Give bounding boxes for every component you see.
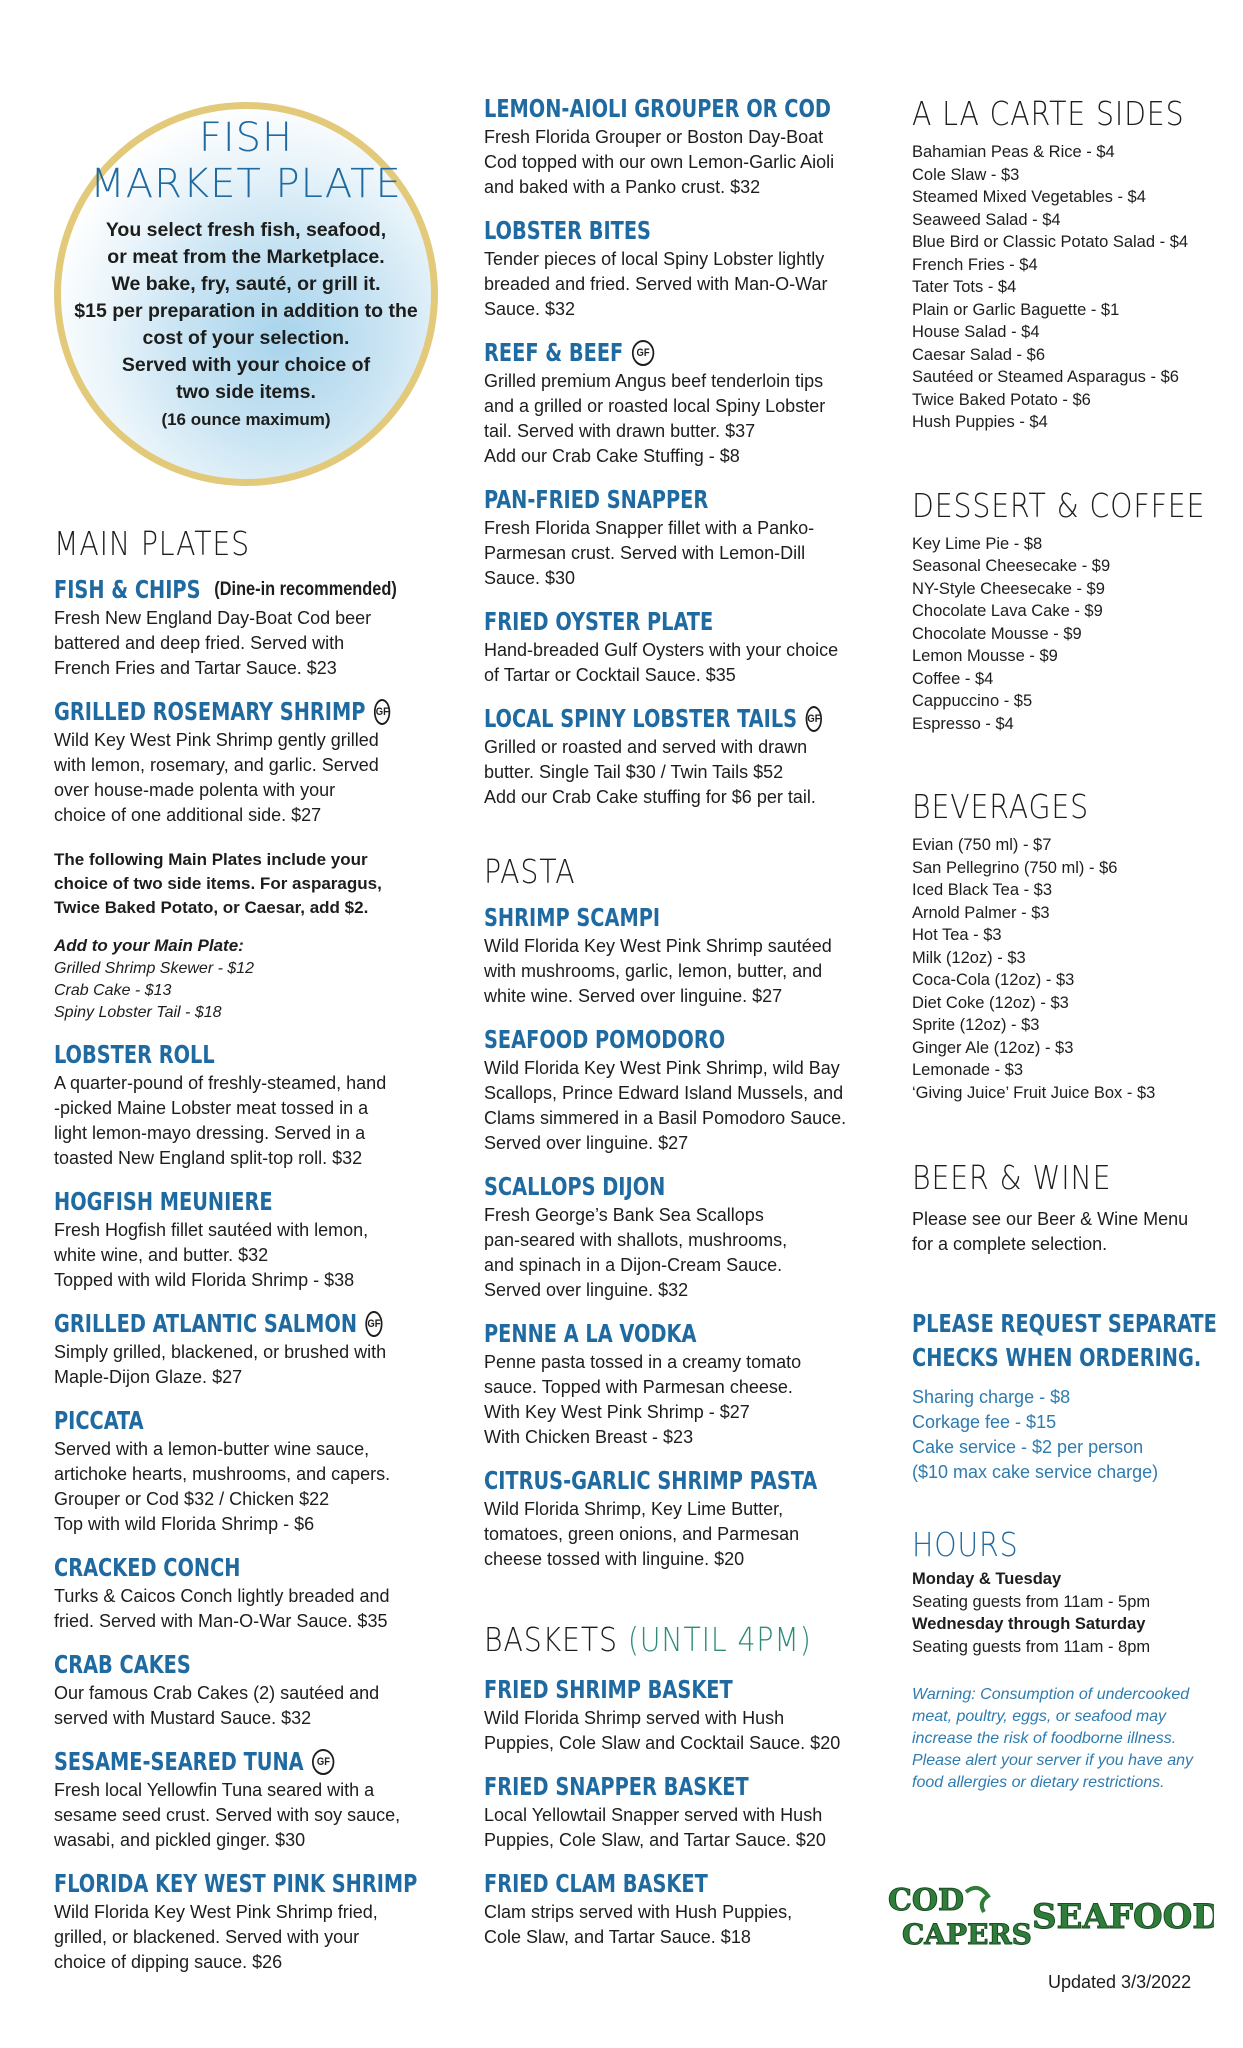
- side-item: House Salad - $4: [912, 323, 1040, 341]
- menu-item-title: FRIED CLAM BASKET: [484, 1869, 708, 1898]
- charge-item: Cake service - $2 per person: [912, 1437, 1144, 1457]
- menu-item-name: [484, 1172, 819, 1201]
- market-plate-description: [61, 217, 431, 433]
- side-item: Cole Slaw - $3: [912, 165, 1020, 184]
- menu-item-name: [54, 1187, 381, 1216]
- menu-item-name: [54, 575, 397, 604]
- beverage-item: Evian (750 ml) - $7: [912, 836, 1052, 854]
- beer-line: for a complete selection.: [912, 1234, 1108, 1254]
- menu-item: [484, 1466, 874, 1572]
- side-item: Steamed Mixed Vegetables - $4: [912, 188, 1146, 206]
- add-to-plate: [54, 934, 434, 1024]
- menu-item-description: over house-made polenta with your: [54, 780, 336, 800]
- menu-item-description: Grilled premium Angus beef tenderloin tips: [484, 371, 824, 391]
- side-item: Caesar Salad - $6: [912, 345, 1045, 364]
- menu-item-description: Maple-Dijon Glaze. $27: [54, 1367, 243, 1387]
- menu-item-description: -picked Maine Lobster meat tossed in a: [54, 1098, 369, 1118]
- baskets-list: [484, 1675, 874, 1950]
- menu-item-description: Grilled or roasted and served with drawn: [484, 737, 808, 757]
- add-item: Grilled Shrimp Skewer - $12: [54, 960, 255, 977]
- menu-item-title: SHRIMP SCAMPI: [484, 903, 661, 932]
- menu-item: [484, 94, 874, 200]
- beer-wine-text: [912, 1207, 1212, 1257]
- menu-item-description: Cole Slaw, and Tartar Sauce. $18: [484, 1927, 751, 1947]
- charge-item: Corkage fee - $15: [912, 1412, 1057, 1432]
- checks-title-line: PLEASE REQUEST SEPARATE: [912, 1309, 1217, 1338]
- main-plates-column: [54, 524, 434, 1991]
- menu-item-title: GRILLED ROSEMARY SHRIMP: [54, 697, 366, 726]
- menu-item-name: [484, 1319, 819, 1348]
- separate-checks-notice: [912, 1307, 1217, 1375]
- pasta-list: [484, 903, 874, 1572]
- menu-item-description: battered and deep fried. Served with: [54, 633, 345, 653]
- side-item: Blue Bird or Classic Potato Salad - $4: [912, 233, 1189, 251]
- menu-item-title: FRIED SNAPPER BASKET: [484, 1772, 749, 1801]
- center-column: [484, 94, 874, 1966]
- menu-item: [484, 607, 874, 688]
- menu-item-description: wasabi, and pickled ginger. $30: [54, 1830, 306, 1850]
- menu-item-description: Fresh Hogfish fillet sautéed with lemon,: [54, 1220, 369, 1240]
- foodborne-warning: [912, 1684, 1212, 1794]
- menu-item-description: Scallops, Prince Edward Island Mussels, and: [484, 1083, 844, 1103]
- menu-item-name: [484, 485, 819, 514]
- menu-item-description: Puppies, Cole Slaw, and Tartar Sauce. $20: [484, 1830, 826, 1850]
- menu-item-description: choice of dipping sauce. $26: [54, 1952, 283, 1972]
- menu-item-title: LEMON-AIOLI GROUPER OR COD: [484, 94, 831, 123]
- menu-item-title: HOGFISH MEUNIERE: [54, 1187, 273, 1216]
- gluten-free-icon: GF: [632, 340, 654, 366]
- menu-item: [484, 1025, 874, 1156]
- menu-item-description: pan-seared with shallots, mushrooms,: [484, 1230, 788, 1250]
- add-to-plate-title: Add to your Main Plate:: [54, 936, 244, 955]
- beverages-list: [912, 834, 1212, 1104]
- menu-item-description: Wild Florida Key West Pink Shrimp sautéed: [484, 936, 832, 956]
- signature-plates-list: [484, 94, 874, 810]
- menu-item: [484, 485, 874, 591]
- menu-item: [484, 903, 874, 1009]
- menu-item-title: FRIED SHRIMP BASKET: [484, 1675, 733, 1704]
- beverage-item: Ginger Ale (12oz) - $3: [912, 1038, 1074, 1057]
- market-plate-badge: [54, 102, 438, 486]
- menu-item-description: tomatoes, green onions, and Parmesan: [484, 1524, 800, 1544]
- beverage-item: ‘Giving Juice’ Fruit Juice Box - $3: [912, 1083, 1156, 1102]
- menu-item-description: with lemon, rosemary, and garlic. Served: [54, 755, 379, 775]
- menu-item-title: CRAB CAKES: [54, 1650, 191, 1679]
- menu-item: [484, 1172, 874, 1303]
- dessert-item: Coffee - $4: [912, 669, 994, 688]
- beverage-item: Sprite (12oz) - $3: [912, 1016, 1040, 1034]
- menu-item-description: Wild Florida Shrimp served with Hush: [484, 1708, 785, 1728]
- market-title-line1: FISH: [198, 115, 294, 161]
- menu-item-description: of Tartar or Cocktail Sauce. $35: [484, 665, 736, 685]
- menu-item-description: and baked with a Panko crust. $32: [484, 177, 761, 197]
- menu-item-description: Simply grilled, blackened, or brushed with: [54, 1342, 387, 1362]
- menu-item-name: [54, 1650, 381, 1679]
- logo-cod: COD: [888, 1883, 965, 1918]
- market-line: We bake, fry, sauté, or grill it.: [111, 273, 381, 295]
- menu-item-name: [484, 338, 819, 367]
- menu-item-description: sesame seed crust. Served with soy sauce,: [54, 1805, 401, 1825]
- menu-item-description: toasted New England split-top roll. $32: [54, 1148, 363, 1168]
- menu-item-title: FRIED OYSTER PLATE: [484, 607, 714, 636]
- side-item: Sautéed or Steamed Asparagus - $6: [912, 368, 1179, 386]
- updated-date: Updated 3/3/2022: [1048, 1972, 1192, 1992]
- menu-item-name: [54, 1309, 381, 1338]
- menu-item: [484, 704, 874, 810]
- warning-line: food allergies or dietary restrictions.: [912, 1774, 1165, 1791]
- beverage-item: Arnold Palmer - $3: [912, 903, 1050, 922]
- gluten-free-icon: GF: [366, 1311, 383, 1337]
- beverages-title: BEVERAGES: [912, 787, 1090, 826]
- menu-item-description: Clam strips served with Hush Puppies,: [484, 1902, 793, 1922]
- menu-item-description: tail. Served with drawn butter. $37: [484, 421, 756, 441]
- menu-item-name: [484, 216, 819, 245]
- menu-item: [484, 1772, 874, 1853]
- menu-item-description: Cod topped with our own Lemon-Garlic Aioli: [484, 152, 835, 172]
- sides-title: A LA CARTE SIDES: [912, 94, 1185, 133]
- menu-item-name: [54, 1040, 381, 1069]
- menu-item-description: Served over linguine. $27: [484, 1133, 689, 1153]
- beer-line: Please see our Beer & Wine Menu: [912, 1209, 1189, 1229]
- checks-title-line: CHECKS WHEN ORDERING.: [912, 1343, 1202, 1372]
- warning-line: Warning: Consumption of undercooked: [912, 1686, 1190, 1703]
- menu-item-description: Local Yellowtail Snapper served with Hush: [484, 1805, 823, 1825]
- gluten-free-icon: GF: [312, 1749, 334, 1775]
- hours-day: Monday & Tuesday: [912, 1570, 1062, 1588]
- dessert-item: Cappuccino - $5: [912, 692, 1033, 710]
- menu-item-description: Top with wild Florida Shrimp - $6: [54, 1514, 315, 1534]
- market-line: You select fresh fish, seafood,: [105, 219, 387, 241]
- menu-item: [54, 1553, 434, 1634]
- dessert-item: Chocolate Mousse - $9: [912, 624, 1082, 643]
- logo-capers: CAPERS: [902, 1918, 1032, 1950]
- hours-day: Wednesday through Saturday: [912, 1615, 1146, 1633]
- charges-list: [912, 1385, 1212, 1485]
- hours-title: [912, 1525, 1170, 1564]
- menu-item-description: Turks & Caicos Conch lightly breaded and: [54, 1586, 390, 1606]
- menu-item-description: grilled, or blackened. Served with your: [54, 1927, 360, 1947]
- side-item: French Fries - $4: [912, 255, 1038, 274]
- menu-item-description: Served with a lemon-butter wine sauce,: [54, 1439, 370, 1459]
- beverage-item: Coca-Cola (12oz) - $3: [912, 971, 1075, 989]
- menu-item-title: LOBSTER BITES: [484, 216, 651, 245]
- menu-item-name: [54, 1406, 381, 1435]
- dessert-list: [912, 533, 1212, 736]
- menu-item-description: cheese tossed with linguine. $20: [484, 1549, 745, 1569]
- main-plates-list-b: [54, 1040, 434, 1975]
- dessert-item: Lemon Mousse - $9: [912, 647, 1058, 665]
- side-item: Twice Baked Potato - $6: [912, 390, 1091, 409]
- market-line: cost of your selection.: [142, 327, 350, 349]
- charge-item: ($10 max cake service charge): [912, 1462, 1159, 1482]
- main-plates-notice: [54, 848, 434, 920]
- warning-line: meat, poultry, eggs, or seafood may: [912, 1708, 1167, 1725]
- beverage-item: Milk (12oz) - $3: [912, 948, 1026, 967]
- menu-item-description: white wine. Served over linguine. $27: [484, 986, 783, 1006]
- add-item: Spiny Lobster Tail - $18: [54, 1004, 222, 1021]
- menu-item-description: breaded and fried. Served with Man-O-War: [484, 274, 828, 294]
- add-item: Crab Cake - $13: [54, 982, 172, 999]
- menu-item-description: Wild Florida Key West Pink Shrimp fried,: [54, 1902, 378, 1922]
- menu-item-name: [484, 607, 819, 636]
- menu-item-title: PAN-FRIED SNAPPER: [484, 485, 709, 514]
- market-plate-title: [61, 115, 431, 207]
- dessert-item: Espresso - $4: [912, 714, 1014, 733]
- menu-item-description: with mushrooms, garlic, lemon, butter, and: [484, 961, 823, 981]
- market-line: Served with your choice of: [121, 354, 371, 376]
- menu-item-description: Wild Key West Pink Shrimp gently grilled: [54, 730, 379, 750]
- main-plates-list-a: [54, 575, 434, 828]
- dessert-title: DESSERT & COFFEE: [912, 485, 1206, 525]
- side-item: Plain or Garlic Baguette - $1: [912, 300, 1120, 319]
- dessert-item: Key Lime Pie - $8: [912, 534, 1043, 553]
- charge-item: Sharing charge - $8: [912, 1387, 1071, 1407]
- beverage-item: Diet Coke (12oz) - $3: [912, 993, 1069, 1012]
- menu-item: [484, 216, 874, 322]
- menu-item-description: Fresh George’s Bank Sea Scallops: [484, 1205, 764, 1225]
- menu-item-name: [484, 1675, 819, 1704]
- menu-item-title: CRACKED CONCH: [54, 1553, 241, 1582]
- menu-item-description: artichoke hearts, mushrooms, and capers.: [54, 1464, 391, 1484]
- menu-item: [54, 1309, 434, 1390]
- baskets-title-text: BASKETS: [484, 1620, 618, 1659]
- menu-item-description: Hand-breaded Gulf Oysters with your choice: [484, 640, 839, 660]
- side-item: Bahamian Peas & Rice - $4: [912, 143, 1115, 161]
- menu-item-description: Served over linguine. $32: [484, 1280, 689, 1300]
- menu-item-description: Sauce. $30: [484, 568, 576, 588]
- menu-item-name: [54, 1553, 381, 1582]
- beverage-item: Iced Black Tea - $3: [912, 881, 1053, 899]
- menu-item-name: [54, 697, 389, 726]
- menu-item: [484, 1869, 874, 1950]
- menu-item-description: Add our Crab Cake stuffing for $6 per tail.: [484, 787, 816, 807]
- menu-item-description: French Fries and Tartar Sauce. $23: [54, 658, 337, 678]
- dessert-item: Seasonal Cheesecake - $9: [912, 557, 1111, 575]
- logo-ampersand-swirl: [966, 1888, 988, 1912]
- menu-item-name: [484, 1025, 819, 1054]
- menu-item-description: butter. Single Tail $30 / Twin Tails $52: [484, 762, 784, 782]
- beverage-item: San Pellegrino (750 ml) - $6: [912, 858, 1118, 877]
- menu-item-title: SESAME-SEARED TUNA: [54, 1747, 304, 1776]
- main-plates-title: MAIN PLATES: [54, 524, 251, 563]
- menu-item-description: Add our Crab Cake Stuffing - $8: [484, 446, 740, 466]
- menu-item: [54, 1747, 434, 1853]
- menu-item-name: [484, 1869, 819, 1898]
- menu-item-description: Topped with wild Florida Shrimp - $38: [54, 1270, 355, 1290]
- menu-item: [54, 1650, 434, 1731]
- menu-item-description: Sauce. $32: [484, 299, 576, 319]
- notice-line: choice of two side items. For asparagus,: [54, 874, 382, 893]
- menu-item: [54, 697, 434, 828]
- menu-item-name: [484, 704, 819, 733]
- menu-item-description: With Chicken Breast - $23: [484, 1427, 694, 1447]
- market-line: $15 per preparation in addition to the: [74, 300, 418, 322]
- menu-item-description: fried. Served with Man-O-War Sauce. $35: [54, 1611, 388, 1631]
- market-line: two side items.: [176, 381, 316, 403]
- menu-item-description: Wild Florida Shrimp, Key Lime Butter,: [484, 1499, 784, 1519]
- baskets-subtitle: (UNTIL 4PM): [627, 1620, 812, 1659]
- beverage-item: Hot Tea - $3: [912, 926, 1002, 944]
- side-item: Hush Puppies - $4: [912, 413, 1048, 431]
- cod-capers-seafood-logo: [884, 1878, 1214, 1950]
- side-item: Tater Tots - $4: [912, 278, 1017, 296]
- menu-item-title: SEAFOOD POMODORO: [484, 1025, 726, 1054]
- menu-item-description: With Key West Pink Shrimp - $27: [484, 1402, 750, 1422]
- menu-item: [54, 1869, 434, 1975]
- menu-item-description: choice of one additional side. $27: [54, 805, 322, 825]
- hours-time: Seating guests from 11am - 5pm: [912, 1592, 1151, 1611]
- menu-item-description: Wild Florida Key West Pink Shrimp, wild Bay: [484, 1058, 840, 1078]
- market-title-line2: MARKET PLATE: [90, 161, 402, 207]
- menu-item-description: and a grilled or roasted local Spiny Lobster: [484, 396, 826, 416]
- hours-list: [912, 1568, 1212, 1658]
- menu-item: [54, 1187, 434, 1293]
- warning-line: Please alert your server if you have any: [912, 1752, 1194, 1769]
- menu-item-title: LOBSTER ROLL: [54, 1040, 215, 1069]
- notice-line: Twice Baked Potato, or Caesar, add $2.: [54, 898, 369, 917]
- menu-item-title: FLORIDA KEY WEST PINK SHRIMP: [54, 1869, 418, 1898]
- menu-item-name: [484, 1466, 819, 1495]
- pasta-title: PASTA: [484, 852, 576, 891]
- menu-item: [484, 1675, 874, 1756]
- menu-item-description: white wine, and butter. $32: [54, 1245, 269, 1265]
- menu-item-description: Fresh Florida Grouper or Boston Day-Boat: [484, 127, 824, 147]
- baskets-title: [484, 1620, 819, 1659]
- menu-item-title: FISH & CHIPS: [54, 575, 201, 604]
- menu-item-description: Puppies, Cole Slaw and Cocktail Sauce. $20: [484, 1733, 841, 1753]
- market-max: (16 ounce maximum): [161, 410, 331, 429]
- menu-item-description: Fresh local Yellowfin Tuna seared with a: [54, 1780, 375, 1800]
- menu-item-name: [54, 1747, 381, 1776]
- menu-item-description: Clams simmered in a Basil Pomodoro Sauce.: [484, 1108, 847, 1128]
- logo-seafood: SEAFOOD: [1032, 1897, 1214, 1937]
- menu-item-title: PICCATA: [54, 1406, 144, 1435]
- beverage-item: Lemonade - $3: [912, 1061, 1023, 1079]
- menu-item-title: REEF & BEEF: [484, 338, 624, 367]
- menu-item-description: Parmesan crust. Served with Lemon-Dill: [484, 543, 806, 563]
- menu-item-description: Fresh Florida Snapper fillet with a Panko-: [484, 518, 815, 538]
- menu-item-description: Grouper or Cod $32 / Chicken $22: [54, 1489, 330, 1509]
- menu-item-name: [54, 1869, 418, 1898]
- menu-item: [54, 1406, 434, 1537]
- menu-item-title: PENNE A LA VODKA: [484, 1319, 697, 1348]
- hours-time: Seating guests from 11am - 8pm: [912, 1637, 1151, 1656]
- menu-item: [54, 575, 434, 681]
- sides-list: [912, 141, 1212, 434]
- menu-item-description: sauce. Topped with Parmesan cheese.: [484, 1377, 793, 1397]
- menu-item-description: and spinach in a Dijon-Cream Sauce.: [484, 1255, 783, 1275]
- menu-item-description: Penne pasta tossed in a creamy tomato: [484, 1352, 802, 1372]
- menu-item-description: served with Mustard Sauce. $32: [54, 1708, 312, 1728]
- menu-item-title: LOCAL SPINY LOBSTER TAILS: [484, 704, 798, 733]
- menu-item-name: [484, 94, 831, 123]
- menu-item-description: Our famous Crab Cakes (2) sautéed and: [54, 1683, 380, 1703]
- side-item: Seaweed Salad - $4: [912, 210, 1061, 229]
- dessert-item: Chocolate Lava Cake - $9: [912, 602, 1103, 620]
- menu-item-note: (Dine-in recommended): [214, 578, 397, 600]
- menu-item-description: light lemon-mayo dressing. Served in a: [54, 1123, 366, 1143]
- menu-item-name: [484, 903, 819, 932]
- menu-item-name: [484, 1772, 819, 1801]
- hours-title-text: HOURS: [912, 1525, 1019, 1564]
- menu-item: [484, 1319, 874, 1450]
- menu-item-description: Tender pieces of local Spiny Lobster lightly: [484, 249, 825, 269]
- warning-line: increase the risk of foodborne illness.: [912, 1730, 1177, 1747]
- menu-item-description: Fresh New England Day-Boat Cod beer: [54, 608, 372, 628]
- menu-item-title: CITRUS-GARLIC SHRIMP PASTA: [484, 1466, 818, 1495]
- menu-item-description: A quarter-pound of freshly-steamed, hand: [54, 1073, 387, 1093]
- gluten-free-icon: GF: [806, 706, 823, 732]
- right-column: [912, 94, 1217, 1794]
- menu-item-title: GRILLED ATLANTIC SALMON: [54, 1309, 358, 1338]
- menu-item: [54, 1040, 434, 1171]
- market-line: or meat from the Marketplace.: [107, 246, 385, 268]
- gluten-free-icon: GF: [374, 699, 391, 725]
- beer-wine-title: BEER & WINE: [912, 1158, 1112, 1197]
- menu-item: [484, 338, 874, 469]
- menu-item-title: SCALLOPS DIJON: [484, 1172, 666, 1201]
- notice-line: The following Main Plates include your: [54, 850, 368, 869]
- dessert-item: NY-Style Cheesecake - $9: [912, 579, 1105, 598]
